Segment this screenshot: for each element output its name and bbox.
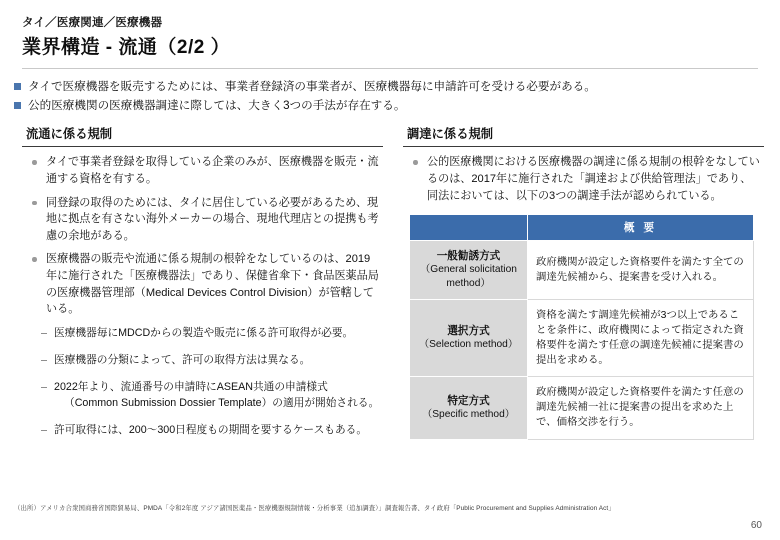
table-header-cell-overview: 概 要 [528,215,754,241]
subbullet-text-continued: （Common Submission Dossier Template）の適用が開始される。 [64,397,380,410]
table-row [410,241,754,300]
list-item: 医療機器の販売や流通に係る規制の根幹をなしているのは、2019年に施行された「医療機器法」であり、保健省傘下・食品医薬品局の医療機器管理部（Medical Devices Control Division）が管轄している。 [30,251,381,318]
table-header-row [410,215,754,241]
subbullet-text: 2022年より、流通番号の申請時にASEAN共通の申請様式 [54,381,328,394]
left-column-heading: 流通に係る規制 [26,126,113,141]
method-name-en: （Selection method） [418,339,519,351]
table-header [410,215,754,241]
table-header-cell-blank [410,215,528,241]
table-cell-method-name [410,299,528,376]
slide-header [0,0,780,69]
square-bullet-icon [14,102,21,109]
list-item [40,422,381,438]
method-name-en: （General solicitation method） [420,264,517,290]
breadcrumb: タイ／医療関連／医療機器 [22,17,163,29]
summary-item-text: タイで医療機器を販売するためには、事業者登録済の事業者が、医療機器毎に申請許可を受ける必要がある。 [28,79,596,93]
list-item: 公的医療機関における医療機器の調達に係る規制の根幹をなしているのは、2017年に施行された「調達および供給管理法」であり、同法においては、以下の3つの調達手法が認められている。 [411,154,762,204]
square-bullet-icon [14,83,21,90]
list-item [40,379,381,411]
method-name-jp: 選択方式 [447,325,490,338]
table-cell-method-name [410,377,528,439]
page-title: 業界構造 - 流通（2/2 ） [22,36,231,58]
right-column [395,124,766,450]
summary-list [0,69,780,115]
right-column-divider [403,146,764,148]
page-number: 60 [750,520,762,531]
method-name-jp: 特定方式 [447,394,490,407]
table-cell-description: 政府機関が設定した資格要件を満たす全ての調達先候補から、提案書を受け入れる。 [528,241,754,300]
subbullet-text: 許可取得には、200〜300日程度もの期間を要するケースもある。 [54,424,368,437]
summary-item-text: 公的医療機関の医療機器調達に際しては、大きく3つの手法が存在する。 [28,98,406,112]
left-column-divider [22,146,383,148]
source-note: （出所）アメリカ合衆国商務省国際貿易局、PMDA「令和2年度 アジア諸国医薬品・医療機器規制情報・分析事業（追加調査）」調査報告書、タイ政府「Public Procurement and Supplies Administration Act」 [14,505,615,513]
list-item: 同登録の取得のためには、タイに居住している必要があるため、現地に拠点を有さない海外メーカーの場合、現地代理店との提携も考慮の余地がある。 [30,195,381,245]
list-item [40,352,381,368]
table-cell-description: 政府機関が設定した資格要件を満たす任意の調達先候補一社に提案書の提出を求めた上で、価格交渉を行う。 [528,377,754,439]
subbullet-text: 医療機器の分類によって、許可の取得方法は異なる。 [54,354,311,367]
left-bullet-list [14,154,385,318]
right-bullet-list [395,154,766,204]
subbullet-text: 医療機器毎にMDCDからの製造や販売に係る許可取得が必要。 [54,326,354,339]
summary-item [14,97,758,115]
summary-item [14,78,758,96]
table-body [410,241,754,439]
left-subbullet-list [14,325,385,438]
table-cell-method-name [410,241,528,300]
table-row [410,377,754,439]
table-cell-description: 資格を満たす調達先候補が3つ以上であることを条件に、政府機関によって指定された資格要件を満たす任意の調達先候補に提案書の提出を求める。 [528,299,754,376]
procurement-methods-table [409,214,754,439]
list-item: タイで事業者登録を取得している企業のみが、医療機器を販売・流通する資格を有する。 [30,154,381,187]
right-column-heading: 調達に係る規制 [407,126,494,141]
table-row [410,299,754,376]
method-name-en: （Specific method） [422,409,515,421]
body-columns [0,116,780,450]
list-item [40,325,381,341]
method-name-jp: 一般勧誘方式 [436,250,501,263]
left-column [14,124,385,450]
